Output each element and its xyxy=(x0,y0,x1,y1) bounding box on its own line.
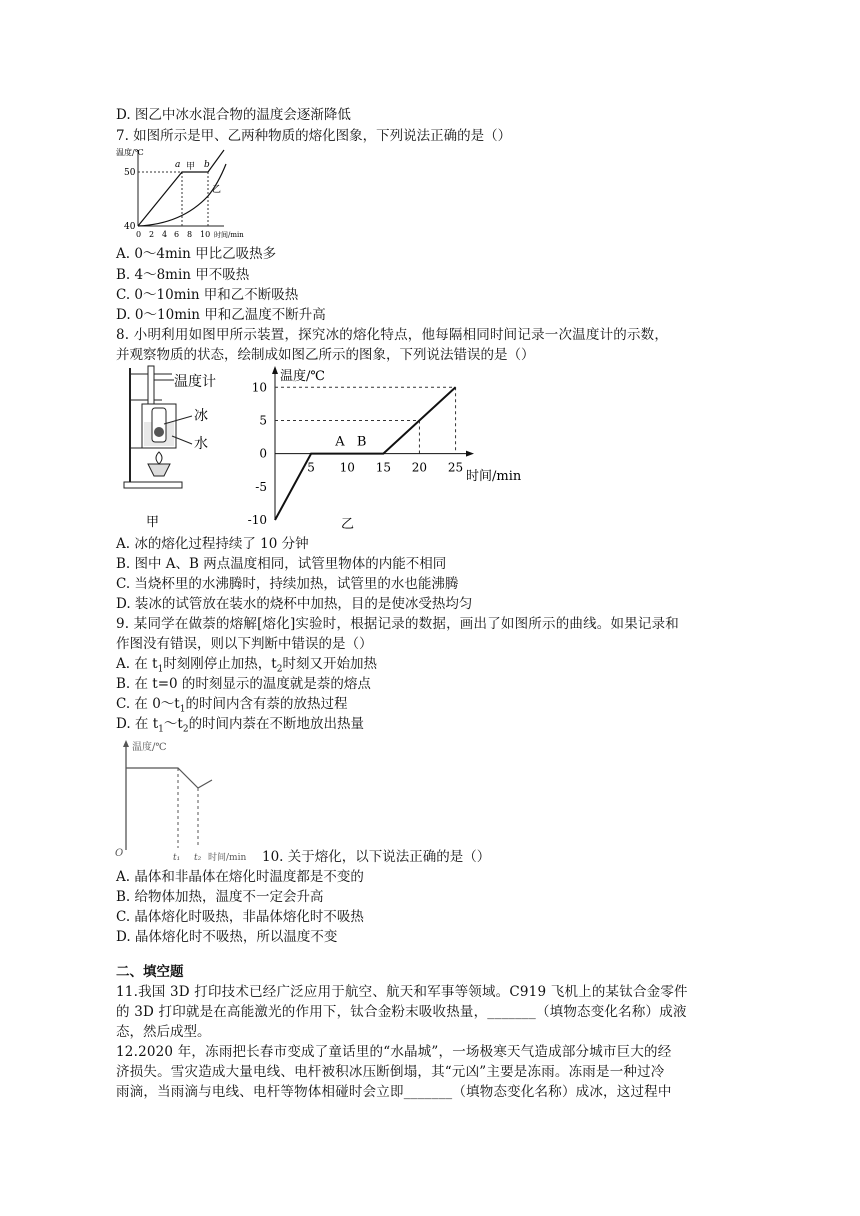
q8-option-b: B. 图中 A、B 两点温度相同，试管里物体的内能不相同 xyxy=(116,556,447,572)
q9-option-c: C. 在 $0\sim t_1$的时间内含有萘的放热过程 xyxy=(116,696,348,715)
x-tick-label: 5 xyxy=(307,460,315,475)
q7-ytick-50: 50 xyxy=(124,168,136,178)
y-axis-arrow xyxy=(272,366,278,374)
apparatus-caption: 甲 xyxy=(146,515,160,530)
q7-melting-graph xyxy=(112,144,262,240)
y-tick-label: 5 xyxy=(259,413,267,428)
point-label: A xyxy=(335,434,345,450)
x-tick-label: 20 xyxy=(411,460,428,475)
chart-ylabel: 温度/℃ xyxy=(280,369,325,384)
q7-option-d: D. 0～10min 甲和乙温度不断升高 xyxy=(116,307,326,323)
apparatus-water-label: 水 xyxy=(194,436,208,452)
q7-stem: 7. 如图所示是甲、乙两种物质的熔化图象，下列说法正确的是（） xyxy=(116,128,512,144)
q11-line3: 态，然后成型。 xyxy=(116,1024,211,1040)
q7-xtick-10: 10 xyxy=(200,230,211,239)
q9-stem-line2: 作图没有错误，则以下判断中错误的是（） xyxy=(116,636,373,652)
q8-stem-line1: 8. 小明利用如图甲所示装置，探究冰的熔化特点，他每隔相同时间记录一次温度计的示数， xyxy=(116,327,669,343)
q8-option-a: A. 冰的熔化过程持续了 10 分钟 xyxy=(116,536,309,552)
chart-xlabel: 时间/min xyxy=(466,469,522,484)
q10-option-c: C. 晶体熔化时吸热，非晶体熔化时不吸热 xyxy=(116,909,364,925)
q11-line2: 的 3D 打印就是在高能激光的作用下，钛合金粉末吸收热量，_______（填物态变化名称）成液 xyxy=(116,1004,687,1020)
q8-option-c: C. 当烧杯里的水沸腾时，持续加热，试管里的水也能沸腾 xyxy=(116,576,459,592)
q8-apparatus-figure xyxy=(118,364,240,532)
q9-option-b: B. 在 t=0 的时刻显示的温度就是萘的熔点 xyxy=(116,676,371,692)
q9-naphthalene-graph xyxy=(112,736,262,864)
q12-line3: 雨滴，当雨滴与电线、电杆等物体相碰时会立即_______（填物态变化名称）成冰，这过程中 xyxy=(116,1084,672,1100)
q7-xtick-4: 4 xyxy=(162,230,168,239)
y-tick-label: 0 xyxy=(259,446,267,461)
apparatus-thermometer-label: 温度计 xyxy=(174,374,216,390)
section-title-fill-in: 二、填空题 xyxy=(116,964,184,980)
q9-option-a: A. 在 $t_1$时刻刚停止加热，$t_2$时刻又开始加热 xyxy=(116,656,377,675)
q7-ytick-40: 40 xyxy=(124,222,136,232)
x-tick-label: 15 xyxy=(375,460,391,475)
q9-t1: t₁ xyxy=(173,853,181,863)
q8-stem-line2: 并观察物质的状态，绘制成如图乙所示的图象，下列说法错误的是（） xyxy=(116,347,535,363)
q9-ylabel: 温度/℃ xyxy=(132,742,167,753)
q9-origin: O xyxy=(115,848,124,859)
q7-ylabel: 温度/℃ xyxy=(116,148,144,157)
q12-line1: 12.2020 年，冻雨把长春市变成了童话里的“水晶城”，一场极寒天气造成部分城市巨大的经 xyxy=(116,1044,672,1060)
x-axis-arrow xyxy=(466,451,474,457)
q8-temperature-time-chart xyxy=(240,362,540,534)
q10-option-a: A. 晶体和非晶体在熔化时温度都是不变的 xyxy=(116,869,364,885)
chart-caption: 乙 xyxy=(341,517,355,532)
q7-label-jia: 甲 xyxy=(186,162,196,172)
y-tick-label: -10 xyxy=(247,513,267,527)
q10-stem: 10. 关于熔化，以下说法正确的是（） xyxy=(262,849,491,865)
q7-xtick-0: 0 xyxy=(136,230,142,239)
y-tick-label: -5 xyxy=(255,479,267,494)
q7-option-b: B. 4～8min 甲不吸热 xyxy=(116,267,250,283)
q8-option-d: D. 装冰的试管放在装水的烧杯中加热，目的是使冰受热均匀 xyxy=(116,596,473,612)
q7-label-a: a xyxy=(175,160,181,170)
q7-xlabel: 时间/min xyxy=(214,231,244,239)
q7-option-c: C. 0～10min 甲和乙不断吸热 xyxy=(116,287,299,303)
q12-line2: 济损失。雪灾造成大量电线、电杆被积冰压断倒塌，其“元凶”主要是冻雨。冻雨是一种过冷 xyxy=(116,1064,665,1080)
q10-option-b: B. 给物体加热，温度不一定会升高 xyxy=(116,889,324,905)
y-tick-label: 10 xyxy=(251,380,267,395)
x-tick-label: 25 xyxy=(447,460,464,475)
q7-option-a: A. 0～4min 甲比乙吸热多 xyxy=(116,246,277,262)
q9-option-d: D. 在 $t_1\sim t_2$的时间内萘在不断地放出热量 xyxy=(116,716,365,735)
point-label: B xyxy=(356,434,367,450)
q9-xlabel: 时间/min xyxy=(208,853,247,863)
q7-label-yi: 乙 xyxy=(212,185,222,195)
q9-stem-line1: 9. 某同学在做萘的熔解[熔化]实验时，根据记录的数据，画出了如图所示的曲线。如果记录和 xyxy=(116,616,680,632)
q7-label-b: b xyxy=(204,160,210,170)
q9-curve xyxy=(126,768,212,788)
q7-xtick-2: 2 xyxy=(149,230,155,239)
q7-xtick-8: 8 xyxy=(187,230,193,239)
q11-line1: 11.我国 3D 打印技术已经广泛应用于航空、航天和军事等领域。C919 飞机上的某钛合金零件 xyxy=(116,984,688,1000)
apparatus-ice-label: 冰 xyxy=(194,408,208,424)
q10-option-d: D. 晶体熔化时不吸热，所以温度不变 xyxy=(116,929,338,945)
q7-xtick-6: 6 xyxy=(174,230,180,239)
q6-option-d: D. 图乙中冰水混合物的温度会逐渐降低 xyxy=(116,107,351,123)
q9-t2: t₂ xyxy=(194,853,202,863)
x-tick-label: 10 xyxy=(339,460,355,475)
